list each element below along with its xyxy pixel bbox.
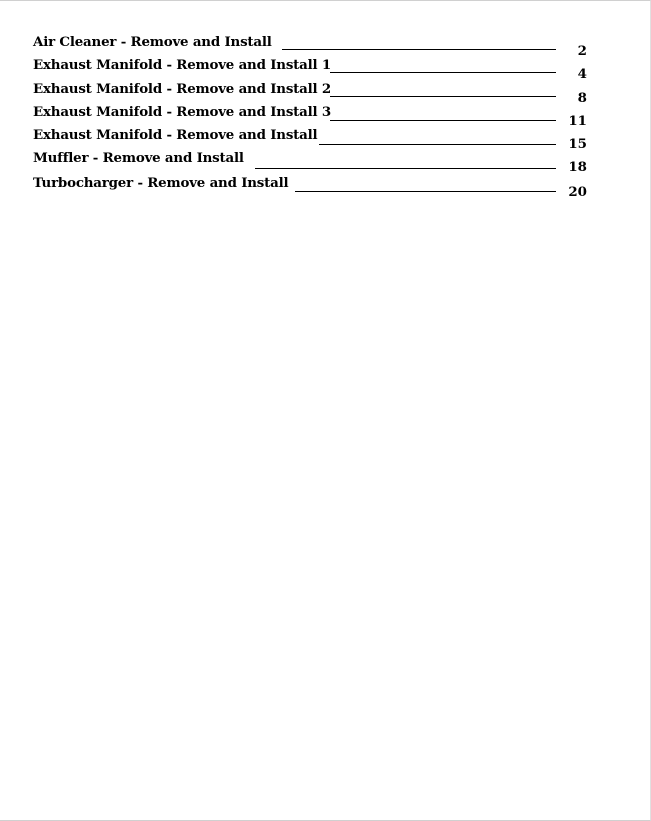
- toc-leader-line: [295, 191, 556, 192]
- toc-entry[interactable]: [33, 127, 593, 151]
- toc-page-number[interactable]: 11: [568, 113, 587, 129]
- toc-leader-line: [319, 144, 556, 145]
- toc-entry-title[interactable]: Turbocharger - Remove and Install: [33, 175, 289, 191]
- toc-page-number[interactable]: 8: [577, 90, 587, 106]
- toc-leader-line: [330, 120, 556, 121]
- toc-entry-title[interactable]: Exhaust Manifold - Remove and Install 1: [33, 57, 331, 73]
- toc-page-number[interactable]: 4: [577, 66, 587, 82]
- toc-leader-line: [330, 72, 556, 73]
- toc-page-number[interactable]: 2: [577, 43, 587, 59]
- toc-entry-title[interactable]: Muffler - Remove and Install: [33, 150, 244, 166]
- toc-entry-title[interactable]: Exhaust Manifold - Remove and Install 2: [33, 81, 331, 97]
- toc-page-number[interactable]: 18: [568, 159, 587, 175]
- toc-leader-line: [255, 168, 556, 169]
- toc-entry-title[interactable]: Exhaust Manifold - Remove and Install: [33, 127, 318, 143]
- toc-page-number[interactable]: 15: [568, 136, 587, 152]
- toc-page-number[interactable]: 20: [568, 184, 587, 200]
- toc-entry[interactable]: [33, 57, 593, 81]
- toc-entry[interactable]: [33, 175, 593, 199]
- toc-entry[interactable]: [33, 34, 593, 58]
- toc-leader-line: [330, 96, 556, 97]
- toc-entry-title[interactable]: Air Cleaner - Remove and Install: [33, 34, 272, 50]
- toc-entry[interactable]: [33, 81, 593, 105]
- toc-leader-line: [282, 49, 556, 50]
- toc-entry[interactable]: [33, 150, 593, 174]
- toc-entry[interactable]: [33, 104, 593, 128]
- toc-entry-title[interactable]: Exhaust Manifold - Remove and Install 3: [33, 104, 331, 120]
